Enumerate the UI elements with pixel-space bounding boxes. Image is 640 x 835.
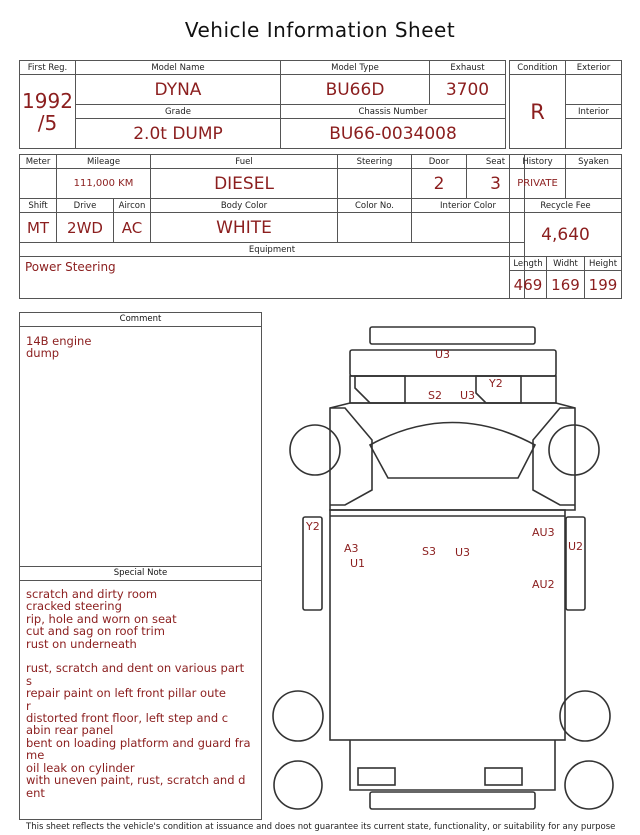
width-label: Widht [547,257,585,271]
mark-left-guard: Y2 [306,520,320,533]
front-right-wheel-shape [549,425,599,475]
truck-damage-diagram [270,320,635,815]
history-table [509,154,622,299]
meter-label: Meter [20,155,57,169]
drive-value: 2WD [57,213,114,243]
cab-front-shape [350,376,556,403]
recycle-fee-value: 4,640 [510,213,622,257]
mark-right-mirror: Y2 [489,377,503,390]
first-reg-month: /5 [37,110,58,135]
mark-left-underbody: U1 [350,557,366,570]
left-door-mirror-shape [355,376,405,403]
model-name-value: DYNA [76,75,281,105]
body-color-value: WHITE [151,213,338,243]
registration-table [19,60,506,149]
mark-right-upper: AU3 [532,526,555,539]
equipment-value: Power Steering [20,257,525,299]
chassis-number-value: BU66-0034008 [281,119,506,149]
model-type-value: BU66D [281,75,430,105]
interior-value [566,119,622,149]
comment-panel [19,312,262,567]
chassis-number-label: Chassis Number [281,105,506,119]
rear-bumper-shape [370,792,535,809]
front-left-wheel-shape [290,425,340,475]
body-color-label: Body Color [151,199,338,213]
length-value: 469 [510,271,547,299]
cargo-bed-shape [330,510,565,740]
height-value: 199 [585,271,622,299]
door-label: Door [412,155,467,169]
first-reg-year: 1992 [22,88,73,113]
special-note-label: Special Note [20,567,261,581]
fuel-label: Fuel [151,155,338,169]
history-value: PRIVATE [510,169,566,199]
model-name-label: Model Name [76,61,281,75]
aircon-value: AC [114,213,151,243]
color-no-label: Color No. [338,199,412,213]
exterior-value [566,75,622,105]
equipment-label: Equipment [20,243,525,257]
mark-roof-left: S2 [428,389,442,402]
drive-label: Drive [57,199,114,213]
width-value: 169 [547,271,585,299]
front-bumper-shape [370,327,535,344]
comment-text: 14B engine dump [26,334,92,361]
rear-right-light-shape [485,768,522,785]
cab-body-shape [330,403,575,510]
first-reg-label: First Reg. [20,61,76,75]
exterior-label: Exterior [566,61,622,75]
syaken-label: Syaken [566,155,622,169]
recycle-fee-label: Recycle Fee [510,199,622,213]
right-a-pillar-shape [533,408,575,505]
disclaimer-footer: This sheet reflects the vehicle's condition at issuance and does not guarantee its current state, functionality, or suitability for any purpose [26,822,616,832]
rear-right-wheel-shape [560,691,610,741]
interior-color-label: Interior Color [412,199,525,213]
sheet-title: Vehicle Information Sheet [184,18,456,42]
mark-left-pillar: A3 [344,542,359,555]
color-no-value [338,213,412,243]
seat-value: 3 [467,169,525,199]
mark-roof-right: U3 [460,389,476,402]
seat-label: Seat [467,155,525,169]
steering-value [338,169,412,199]
condition-value: R [510,75,566,149]
grade-value: 2.0t DUMP [76,119,281,149]
right-side-guard-shape [566,517,585,610]
rear-frame-shape [350,740,555,790]
first-reg-value [20,75,76,149]
aircon-label: Aircon [114,199,151,213]
grade-label: Grade [76,105,281,119]
mileage-label: Mileage [57,155,151,169]
special-note-text: scratch and dirty room cracked steering rip, hole and worn on seat cut and sag on roof trim rust on underneath rust, scratch and dent on various part s repair paint on left front pillar oute r distorted front floor, left step and c abin rear panel bent on loading platform and guard fra me oil leak on cylinder with uneven paint, rust, scratch and d ent [26,587,251,800]
mark-bed-left: S3 [422,545,436,558]
fuel-value: DIESEL [151,169,338,199]
special-note-panel [19,566,262,820]
height-label: Height [585,257,622,271]
rear-left-wheel-shape [273,691,323,741]
model-type-label: Model Type [281,61,430,75]
mileage-value: 111,000 KM [57,169,151,199]
comment-label: Comment [20,313,261,327]
rear-right-outer-wheel-shape [565,761,613,809]
cab-roof-shape [350,350,556,376]
rear-left-light-shape [358,768,395,785]
condition-table [509,60,622,149]
syaken-value [566,169,622,199]
history-label: History [510,155,566,169]
exhaust-value: 3700 [430,75,506,105]
length-label: Length [510,257,547,271]
mark-right-lower: AU2 [532,578,555,591]
shift-label: Shift [20,199,57,213]
mark-front-bumper: U3 [435,348,451,361]
exhaust-label: Exhaust [430,61,506,75]
mark-bed-right: U3 [455,546,471,559]
door-value: 2 [412,169,467,199]
interior-label: Interior [566,105,622,119]
specification-table [19,154,525,299]
interior-color-value [412,213,525,243]
meter-value [20,169,57,199]
rear-left-outer-wheel-shape [274,761,322,809]
left-a-pillar-shape [330,408,372,505]
steering-label: Steering [338,155,412,169]
shift-value: MT [20,213,57,243]
condition-label: Condition [510,61,566,75]
mark-right-guard: U2 [568,540,584,553]
windshield-shape [370,423,535,479]
